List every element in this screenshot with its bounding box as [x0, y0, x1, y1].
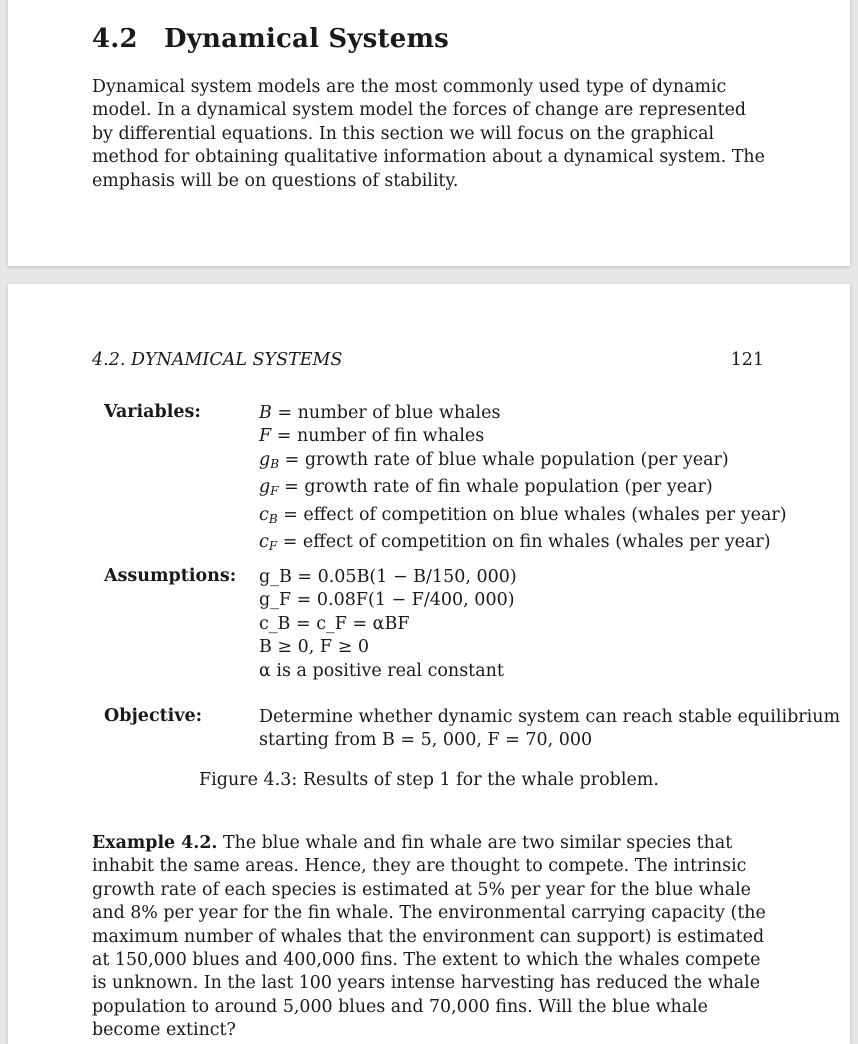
example-paragraph — [92, 832, 772, 1043]
variable-line: $g_F$ = growth rate of fin whale population (per year) — [259, 477, 713, 499]
variable-line: $c_B$ = effect of competition on blue whales (whales per year) — [259, 504, 787, 526]
section-heading — [92, 24, 449, 54]
section-title: Dynamical Systems — [164, 24, 450, 54]
assumption-line: α is a positive real constant — [259, 660, 504, 681]
variables-label: Variables: — [104, 402, 201, 422]
assumption-line: B ≥ 0, F ≥ 0 — [259, 637, 369, 658]
assumptions-list — [259, 566, 517, 683]
page-top — [8, 0, 850, 266]
variable-line: $c_F$ = effect of competition on fin whales (whales per year) — [259, 532, 771, 554]
assumption-line: g_F = 0.08F(1 − F/400, 000) — [259, 590, 515, 611]
example-text: The blue whale and fin whale are two similar species that inhabit the same areas. Hence, they are thought to compete. The intrinsic growth rate of each species is estimated at 5% per year for the blue whale and 8% per year for the fin whale. The environmental carrying capacity (the maximum number of whales that the environment can support) is estimated at 150,000 blues and 400,000 fins. The extent to which the whales compete is unknown. In the last 100 years intense harvesting has reduced the whale population to around 5,000 blues and 70,000 fins. Will the blue whale become extinct? — [92, 833, 766, 1041]
objective-line: starting from B = 5, 000, F = 70, 000 — [259, 730, 593, 751]
figure-caption: Figure 4.3: Results of step 1 for the whale problem. — [199, 770, 659, 790]
page-121 — [8, 284, 850, 1044]
running-head: 4.2. DYNAMICAL SYSTEMS — [92, 350, 343, 370]
objective-line: Determine whether dynamic system can reach stable equilibrium — [259, 707, 841, 727]
intro-paragraph: Dynamical system models are the most commonly used type of dynamic model. In a dynamical system model the forces of change are represented by differential equations. In this section we will focus on the graphical method for obtaining qualitative information about a dynamical system. The emphasis will be on questions of stability. — [92, 77, 765, 191]
objective-text — [259, 706, 841, 753]
example-label: Example 4.2. — [92, 833, 218, 853]
variable-line: $g_B$ = growth rate of blue whale population (per year) — [259, 449, 729, 471]
variables-list — [259, 402, 787, 558]
assumption-line: g_B = 0.05B(1 − B/150, 000) — [259, 567, 517, 587]
section-number: 4.2 — [92, 24, 138, 54]
variable-line: B = number of blue whales — [259, 403, 501, 423]
objective-label: Objective: — [104, 706, 203, 726]
variable-line: F = number of fin whales — [259, 426, 485, 447]
assumptions-label: Assumptions: — [104, 566, 237, 586]
assumption-line: c_B = c_F = αBF — [259, 613, 410, 634]
page-number: 121 — [730, 350, 764, 370]
